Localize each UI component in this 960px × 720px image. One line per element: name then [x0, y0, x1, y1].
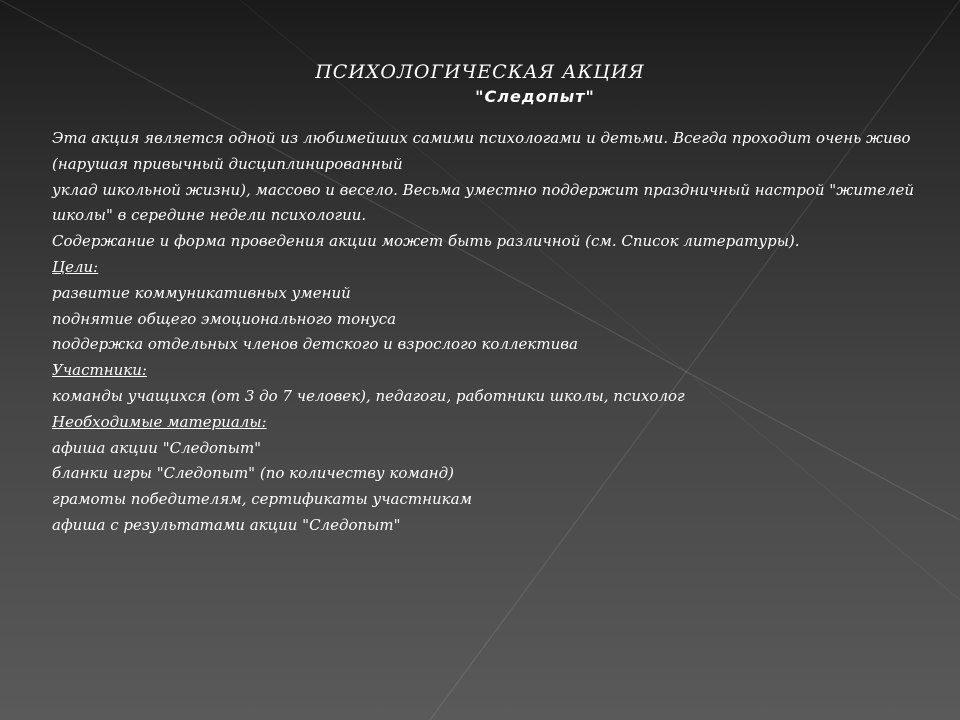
intro-line: школы" в середине недели психологии. — [52, 206, 367, 225]
title-subtitle: "Следопыт" — [475, 87, 595, 106]
intro-line: Эта акция является одной из любимейших самими психологами и детьми. Всегда проходит очень живо — [52, 129, 911, 147]
goal-item: поддержка отдельных членов детского и взрослого коллектива — [52, 335, 578, 354]
intro-line: уклад школьной жизни), массово и весело. Весьма уместно поддержит праздничный настрой "жителей — [52, 180, 915, 199]
material-item: грамоты победителям, сертификаты участникам — [52, 490, 472, 509]
intro-line: (нарушая привычный дисциплинированный — [52, 154, 403, 173]
material-item: бланки игры "Следопыт" (по количеству команд) — [52, 464, 455, 483]
goal-item: поднятие общего эмоционального тонуса — [52, 309, 397, 328]
material-item: афиша акции "Следопыт" — [52, 438, 262, 457]
goals-heading: Цели: — [52, 257, 99, 276]
participants-heading: Участники: — [52, 361, 147, 380]
material-item: афиша с результатами акции "Следопыт" — [52, 515, 401, 534]
participants-text: команды учащихся (от 3 до 7 человек), педагоги, работники школы, психолог — [52, 386, 685, 405]
materials-heading: Необходимые материалы: — [52, 412, 267, 431]
slide-title — [0, 58, 960, 108]
intro-line: Содержание и форма проведения акции может быть различной (см. Список литературы). — [52, 232, 800, 251]
slide-body — [52, 126, 932, 539]
title-main: ПСИХОЛОГИЧЕСКАЯ АКЦИЯ — [315, 61, 645, 83]
goal-item: развитие коммуникативных умений — [52, 283, 351, 302]
